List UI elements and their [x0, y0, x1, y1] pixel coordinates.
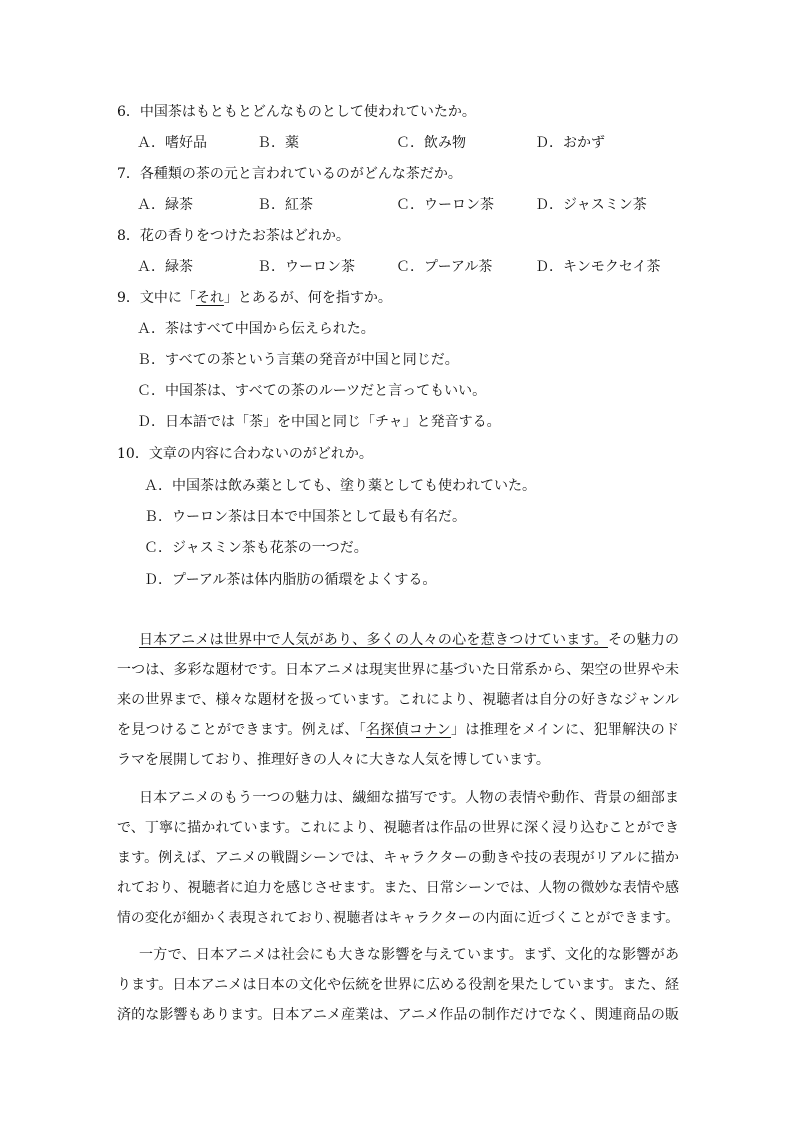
option-9c: Ｃ．中国茶は、すべての茶のルーツだと言ってもいい。 — [137, 383, 487, 399]
option-9b: Ｂ．すべての茶という言葉の発音が中国と同じだ。 — [137, 352, 459, 368]
question-8 — [117, 226, 350, 246]
passage-line: 日本アニメは世界中で人気があり、多くの人々の心を惹きつけています。その魅力の — [139, 632, 679, 648]
passage-line: ます。例えば、アニメの戦闘シーンでは、キャラクターの動きや技の表現がリアルに描か — [117, 850, 679, 866]
question-number: 8． — [117, 228, 140, 244]
question-7 — [117, 164, 462, 184]
passage-line: れており、視聴者に迫力を感じさせます。また、日常シーンでは、人物の微妙な表情や感 — [117, 880, 679, 896]
option-8c: Ｃ．プーアル茶 — [396, 259, 493, 275]
question-number: 10． — [117, 446, 149, 462]
passage-line: ります。日本アニメは日本の文化や伝統を世界に広める役割を果たしています。また、経 — [117, 977, 679, 993]
passage-line: 情の変化が細かく表現されており､視聴者はキャラクターの内面に近づくことができます。 — [117, 910, 679, 926]
question-number: 7． — [117, 166, 140, 182]
question-text: 花の香りをつけたお茶はどれか。 — [139, 228, 350, 244]
option-6c: Ｃ．飲み物 — [396, 135, 466, 151]
option-7c: Ｃ．ウーロン茶 — [396, 197, 494, 213]
option-10c: Ｃ．ジャスミン茶も花茶の一つだ。 — [144, 540, 368, 556]
option-7b: Ｂ．紅茶 — [257, 197, 313, 213]
option-6a: Ａ．嗜好品 — [137, 135, 207, 151]
option-6b: Ｂ．薬 — [257, 135, 299, 151]
question-text: 中国茶はもともとどんなものとして使われていたか。 — [139, 104, 476, 120]
option-10d: Ｄ．プーアル茶は体内脂肪の循環をよくする。 — [144, 572, 437, 588]
underlined-reference: それ — [195, 290, 224, 306]
option-7d: Ｄ．ジャスミン茶 — [535, 197, 647, 213]
question-number: 6． — [117, 104, 140, 120]
option-6d: Ｄ．おかず — [535, 135, 605, 151]
option-9d: Ｄ．日本語では「茶」を中国と同じ「チャ」と発音する。 — [137, 414, 501, 430]
passage-line: 来の世界まで、様々な題材を扱っています。これにより、視聴者は自分の好きなジャンル — [117, 692, 679, 708]
question-9 — [117, 288, 392, 308]
option-10b: Ｂ．ウーロン茶は日本で中国茶として最も有名だ。 — [144, 509, 466, 525]
question-10 — [117, 444, 373, 464]
passage-line: で、丁寧に描かれています。これにより、視聴者は作品の世界に深く浸り込むことができ — [117, 820, 679, 836]
question-text-after: 」とあるが、何を指すか。 — [223, 290, 392, 306]
question-text-before: 文中に「 — [139, 290, 196, 306]
passage-line: を見つけることができます。例えば、「名探偵コナン」は推理をメインに、犯罪解決のド — [117, 722, 679, 738]
passage-line: 済的な影響もあります。日本アニメ産業は、アニメ作品の制作だけでなく、関連商品の販 — [117, 1007, 679, 1023]
question-text: 文章の内容に合わないのがどれか。 — [148, 446, 373, 462]
option-8b: Ｂ．ウーロン茶 — [257, 259, 355, 275]
option-9a: Ａ．茶はすべて中国から伝えられた。 — [137, 321, 375, 337]
option-10a: Ａ．中国茶は飲み薬としても、塗り薬としても使われていた。 — [144, 478, 536, 494]
underlined-title: 名探偵コナン — [366, 722, 452, 738]
option-8d: Ｄ．キンモクセイ茶 — [535, 259, 661, 275]
passage-line: 一方で、日本アニメは社会にも大きな影響を与えています。まず、文化的な影響があ — [139, 947, 679, 963]
question-6 — [117, 102, 476, 122]
question-number: 9． — [117, 290, 140, 306]
question-text: 各種類の茶の元と言われているのがどんな茶だか。 — [139, 166, 462, 182]
passage-line: 一つは、多彩な題材です。日本アニメは現実世界に基づいた日常系から、架空の世界や未 — [117, 662, 679, 678]
passage-line: ラマを展開しており、推理好きの人々に大きな人気を博しています。 — [117, 752, 550, 768]
option-8a: Ａ．緑茶 — [137, 259, 193, 275]
option-7a: Ａ．緑茶 — [137, 197, 193, 213]
underlined-sentence: 日本アニメは世界中で人気があり、多くの人々の心を惹きつけています。 — [139, 632, 608, 648]
passage-line: 日本アニメのもう一つの魅力は、繊細な描写です。人物の表情や動作、背景の細部ま — [139, 790, 679, 806]
